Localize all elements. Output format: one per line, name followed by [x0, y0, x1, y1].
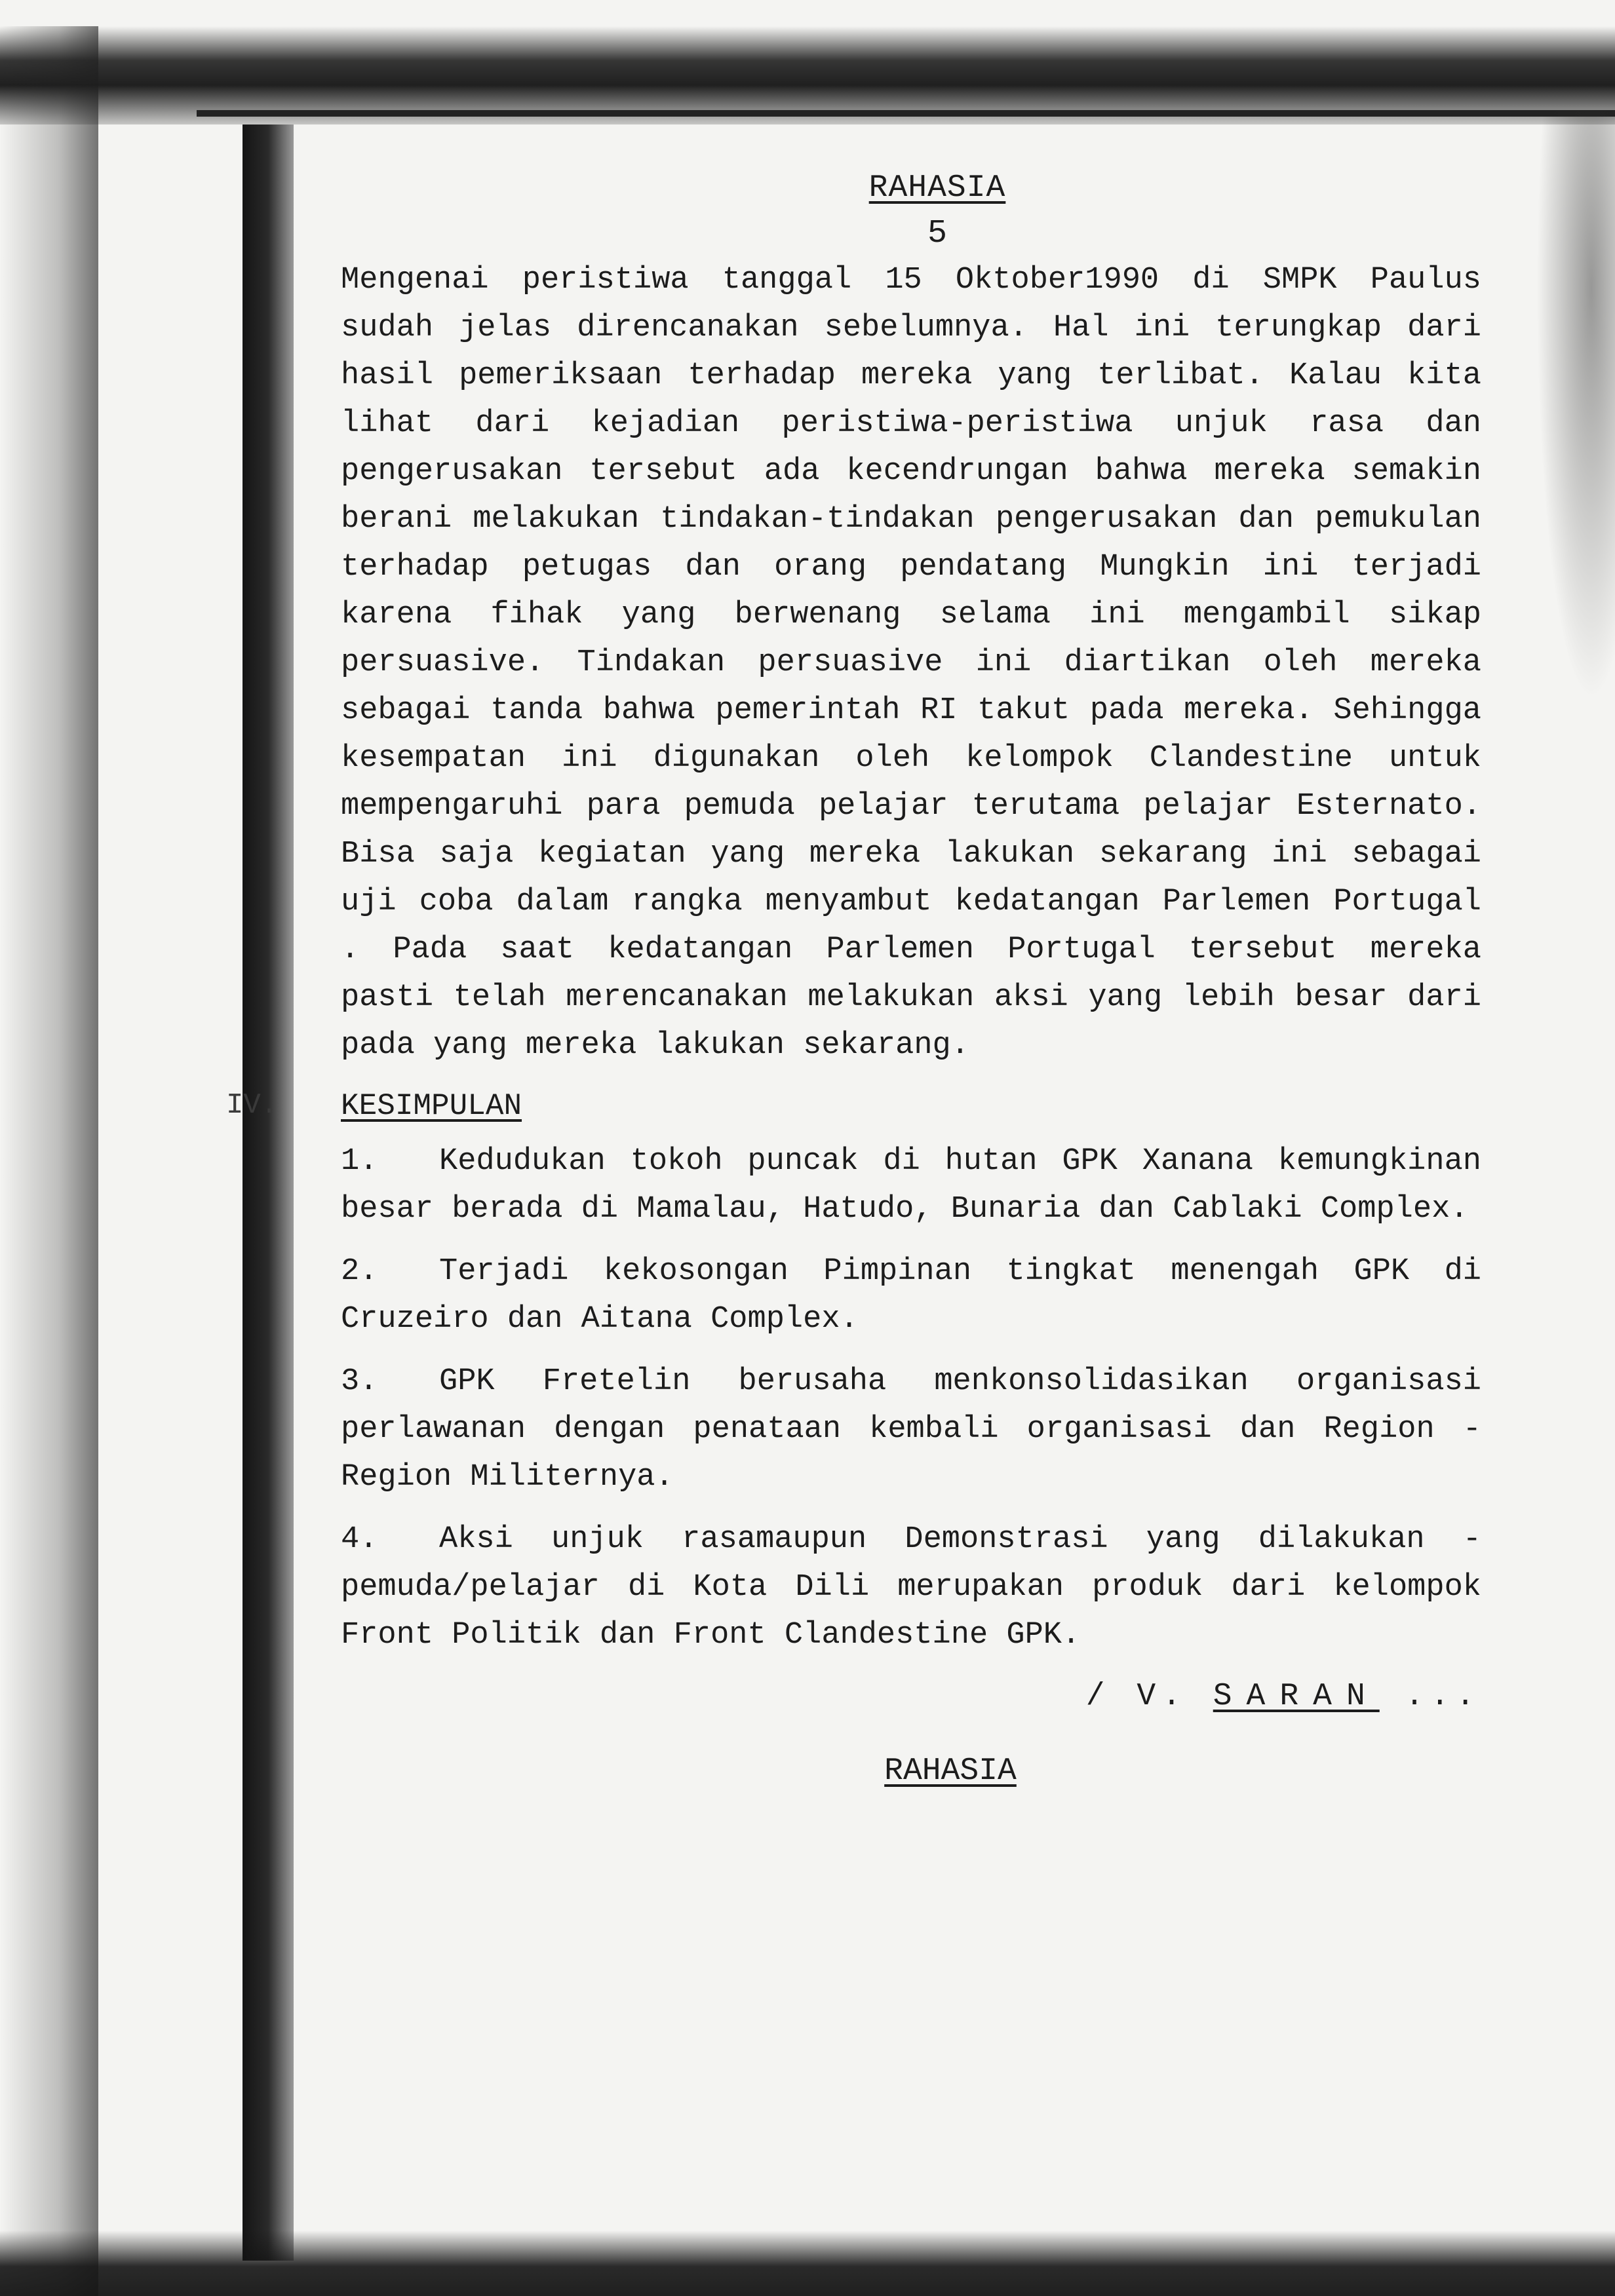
- scan-binding-bar: [243, 124, 294, 2261]
- scan-shadow-right: [1536, 111, 1615, 701]
- list-item-number: 2.: [341, 1254, 378, 1289]
- classification-header: RAHASIA: [868, 170, 1006, 206]
- section-heading: [226, 1089, 1481, 1123]
- section-number: IV.: [226, 1089, 279, 1122]
- document-page: [226, 170, 1481, 1789]
- scan-shadow-bottom: [0, 2230, 1615, 2296]
- list-item: [341, 1248, 1481, 1343]
- list-item-text: Terjadi kekosongan Pimpinan tingkat menengah GPK di Cruzeiro dan Aitana Complex.: [341, 1254, 1481, 1337]
- list-item: [341, 1516, 1481, 1659]
- scan-shadow-left: [0, 26, 98, 2296]
- list-item-number: 3.: [341, 1364, 378, 1399]
- list-item-text: Kedudukan tokoh puncak di hutan GPK Xanana kemungkinan besar berada di Mamalau, Hatudo, Bunaria dan Cablaki Complex.: [341, 1144, 1481, 1227]
- classification-footer: RAHASIA: [884, 1753, 1017, 1789]
- section-title: KESIMPULAN: [341, 1089, 522, 1123]
- next-section-catchword: [341, 1679, 1481, 1714]
- list-item: [341, 1138, 1481, 1233]
- scan-edge-line: [197, 110, 1615, 117]
- next-section-prefix: / V.: [1085, 1679, 1188, 1714]
- next-section-title: SARAN: [1213, 1679, 1380, 1714]
- list-item: [341, 1358, 1481, 1501]
- page-number: 5: [927, 215, 947, 252]
- list-item-number: 4.: [341, 1522, 378, 1557]
- list-item-number: 1.: [341, 1144, 378, 1179]
- continuation-ellipsis: ...: [1405, 1679, 1481, 1714]
- body-paragraph: Mengenai peristiwa tanggal 15 Oktober1990 di SMPK Paulus sudah jelas direncanakan sebelumnya. Hal ini terungkap dari hasil pemeriksaan terhadap mereka yang terlibat. Kalau kita lihat dari kejadian peristiwa-peristiwa unjuk rasa dan pengerusakan tersebut ada kecendrungan bahwa mereka semakin berani melakukan tindakan-tindakan pengerusakan dan pemukulan terhadap petugas dan orang pendatang Mungkin ini terjadi karena fihak yang berwenang selama ini mengambil sikap persuasive. Tindakan persuasive ini diartikan oleh mereka sebagai tanda bahwa pemerintah RI takut pada mereka. Sehingga kesempatan ini digunakan oleh kelompok Clandestine untuk mempengaruhi para pemuda pelajar terutama pelajar Esternato. Bisa saja kegiatan yang mereka lakukan sekarang ini sebagai uji coba dalam rangka menyambut kedatangan Parlemen Portugal . Pada saat kedatangan Parlemen Portugal tersebut mereka pasti telah merencanakan melakukan aksi yang lebih besar dari pada yang mereka lakukan sekarang.: [341, 263, 1481, 1063]
- list-item-text: Aksi unjuk rasamaupun Demonstrasi yang dilakukan - pemuda/pelajar di Kota Dili merupakan produk dari kelompok Front Politik dan Front Clandestine GPK.: [341, 1522, 1481, 1653]
- list-item-text: GPK Fretelin berusaha menkonsolidasikan organisasi perlawanan dengan penataan kembali organisasi dan Region - Region Militernya.: [341, 1364, 1481, 1495]
